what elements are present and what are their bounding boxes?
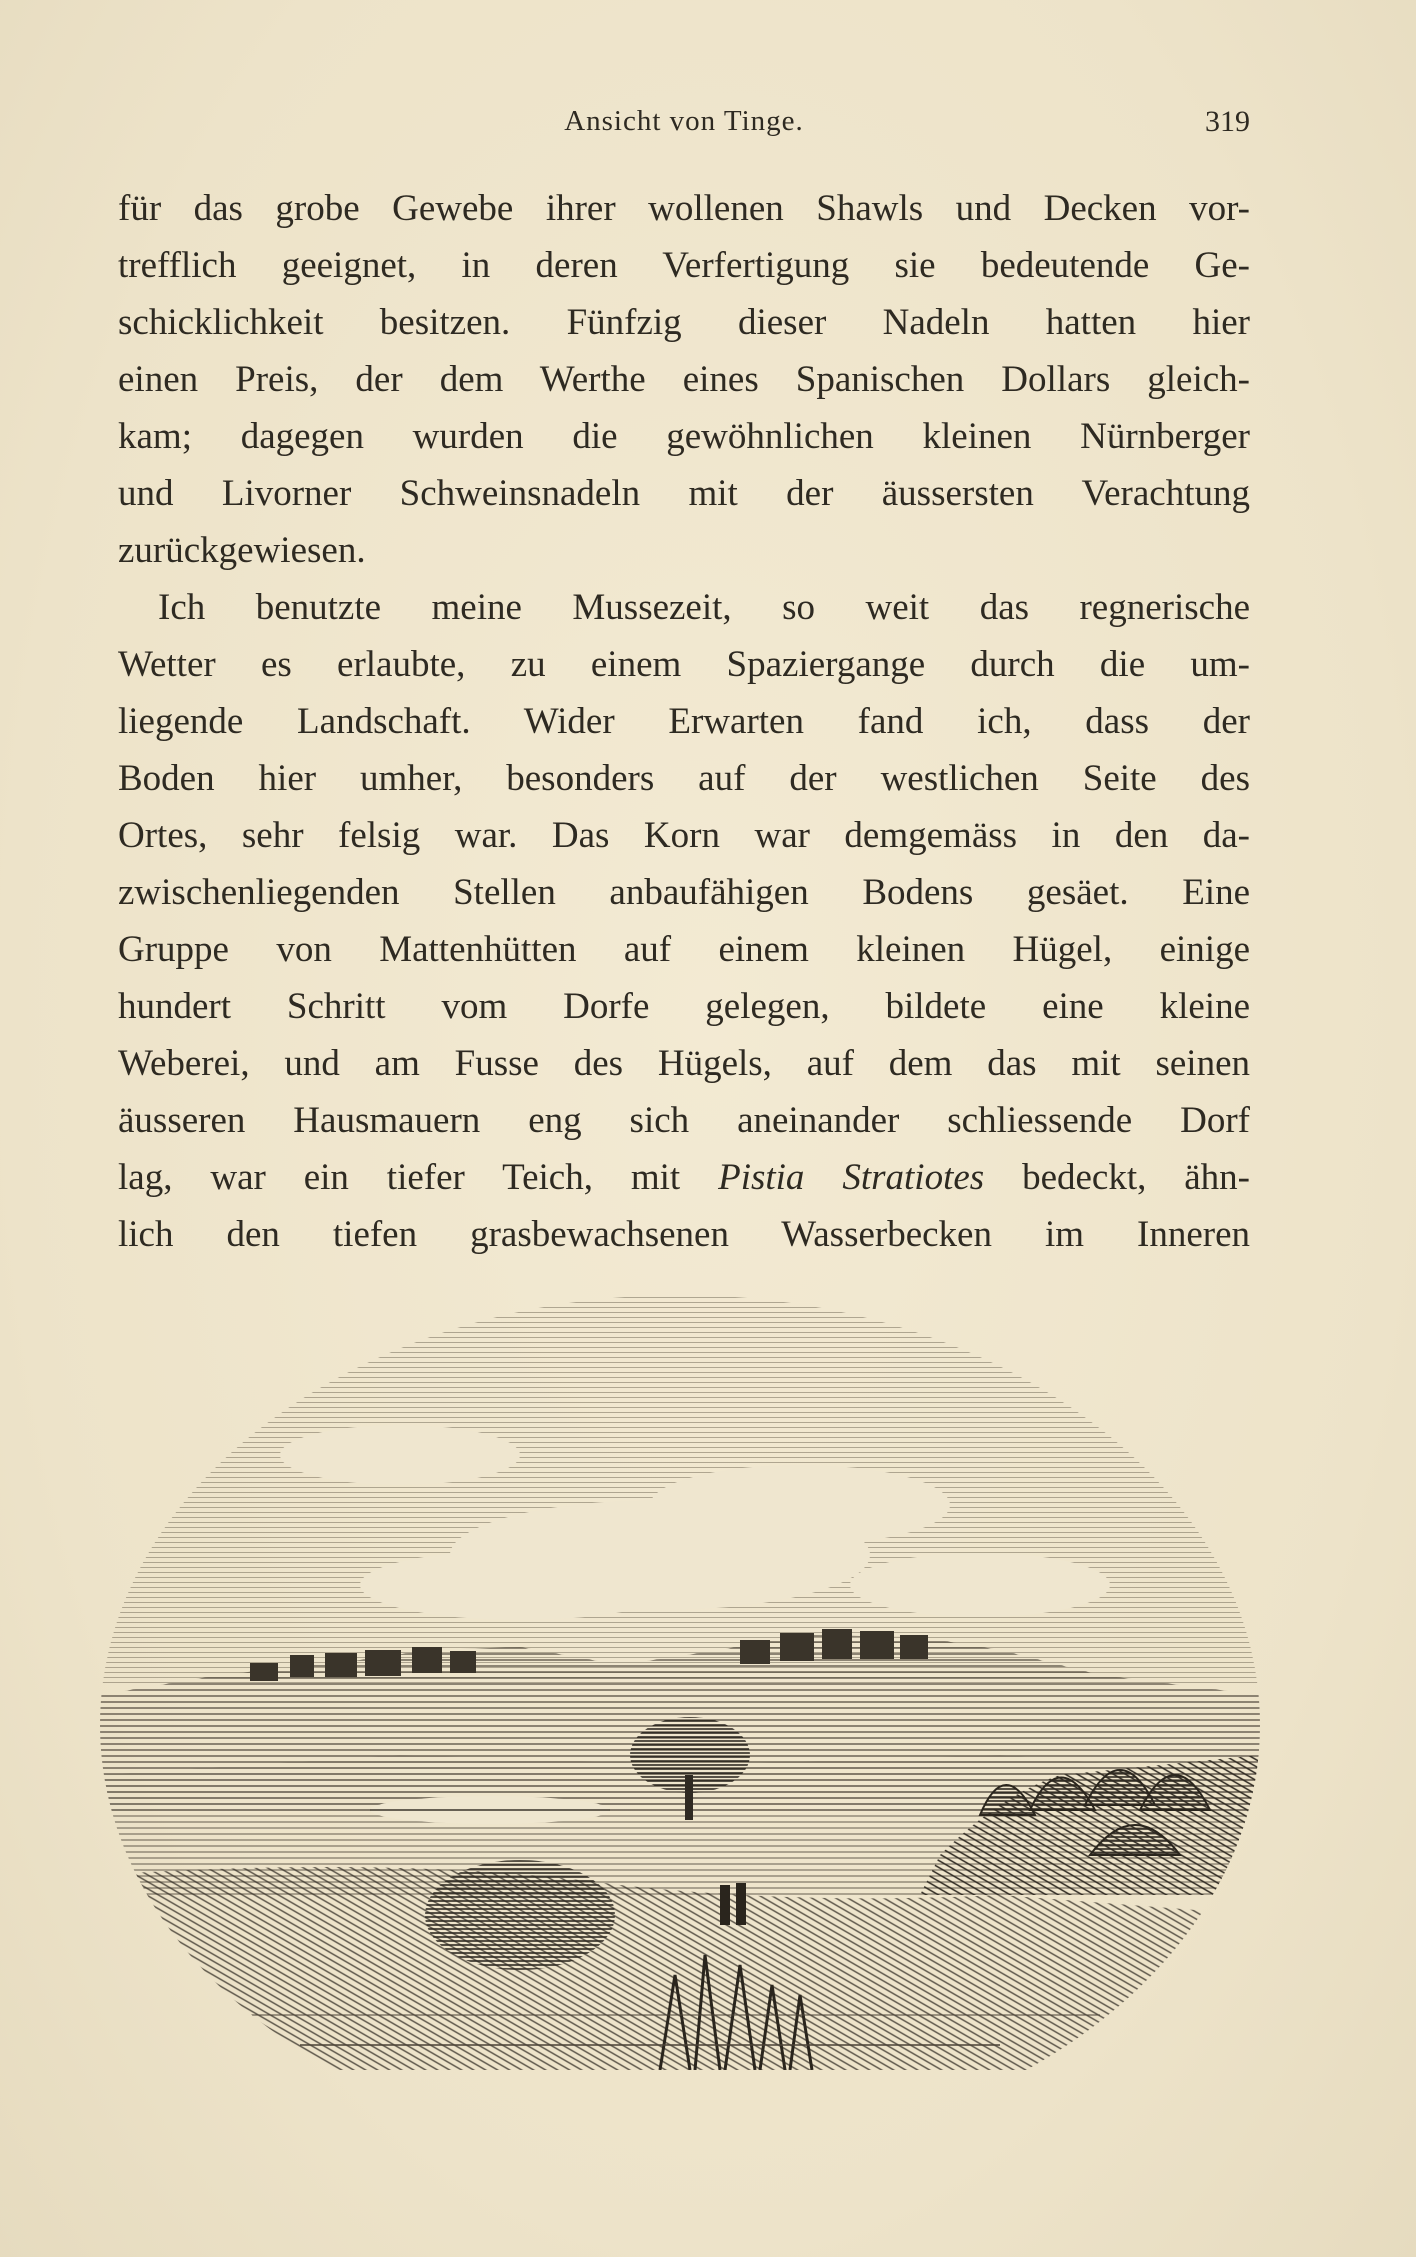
text-line: kam; dagegen wurden die gewöhnlichen kleinen Nürnberger [118,416,1250,457]
engraving-illustration [100,1255,1260,2070]
text-line-with-italic [118,1149,1250,1206]
text-line: zurückgewiesen. [118,530,366,571]
text-line: Ich benutzte meine Mussezeit, so weit das regnerische [158,587,1250,628]
text-line: äusseren Hausmauern eng sich aneinander schliessende Dorf [118,1100,1250,1141]
text-segment: lag, war ein tiefer Teich, mit [118,1157,719,1198]
text-line: Wetter es erlaubte, zu einem Spaziergange durch die um- [118,644,1250,685]
text-line: lich den tiefen grasbewachsenen Wasserbecken im Inneren [118,1214,1250,1255]
page-number: 319 [1205,105,1250,138]
text-line: Boden hier umher, besonders auf der westlichen Seite des [118,758,1250,799]
text-line: schicklichkeit besitzen. Fünfzig dieser Nadeln hatten hier [118,302,1250,343]
text-line: hundert Schritt vom Dorfe gelegen, bildete eine kleine [118,986,1250,1027]
text-line: Ortes, sehr felsig war. Das Korn war demgemäss in den da- [118,815,1250,856]
text-line: Weberei, und am Fusse des Hügels, auf dem das mit seinen [118,1043,1250,1084]
text-line: liegende Landschaft. Wider Erwarten fand ich, dass der [118,701,1250,742]
species-name: Pistia Stratiotes [718,1157,985,1198]
running-title: Ansicht von Tinge. [564,105,804,137]
text-line: Gruppe von Mattenhütten auf einem kleinen Hügel, einige [118,929,1250,970]
text-line: einen Preis, der dem Werthe eines Spanischen Dollars gleich- [118,359,1250,400]
page-header [118,105,1250,145]
landscape-engraving [100,1255,1260,2070]
text-line: zwischenliegenden Stellen anbaufähigen Bodens gesäet. Eine [118,872,1250,913]
text-line: für das grobe Gewebe ihrer wollenen Shawls und Decken vor- [118,188,1250,229]
text-line: trefflich geeignet, in deren Verfertigung sie bedeutende Ge- [118,245,1250,286]
text-line: und Livorner Schweinsnadeln mit der äussersten Verachtung [118,473,1250,514]
text-segment: bedeckt, ähn- [984,1157,1250,1198]
body-text [118,180,1250,1263]
